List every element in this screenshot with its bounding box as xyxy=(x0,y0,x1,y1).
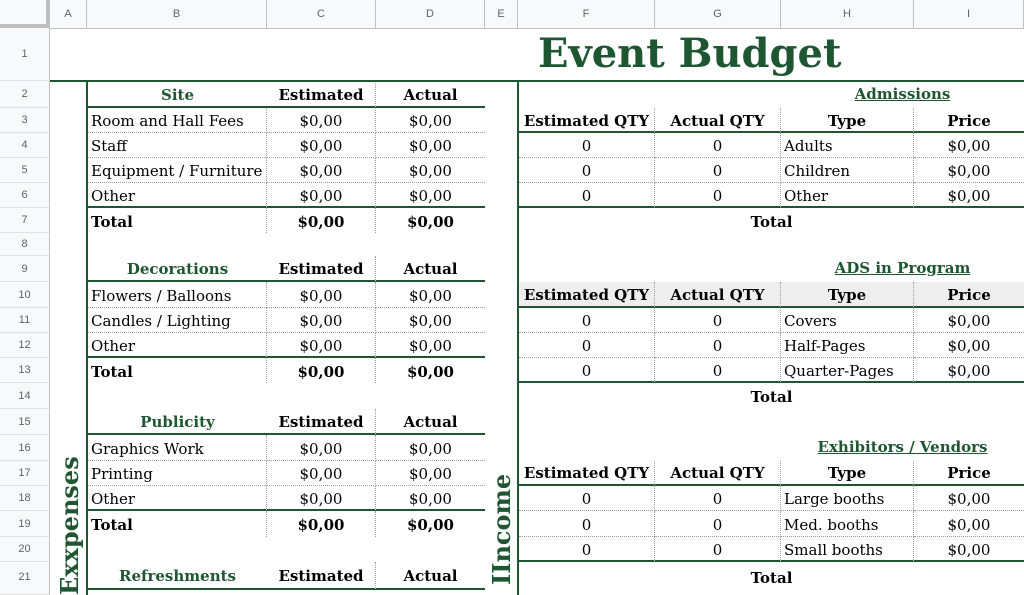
title-divider xyxy=(50,80,1024,82)
site-estimated-header: Estimated xyxy=(267,83,376,108)
exhibitors-estimated-qty-header: Estimated QTY xyxy=(519,461,655,486)
exhibitors-row-price[interactable]: $0,00 xyxy=(914,511,1024,537)
publicity-total-actual[interactable]: $0,00 xyxy=(407,516,454,534)
row-header-13[interactable]: 13 xyxy=(0,358,50,383)
ads-price-header: Price xyxy=(914,282,1024,308)
row-header-18[interactable]: 18 xyxy=(0,486,50,511)
publicity-row-estimated[interactable]: $0,00 xyxy=(267,435,376,461)
decorations-row-estimated[interactable]: $0,00 xyxy=(267,333,376,358)
exhibitors-row-estimated-qty[interactable]: 0 xyxy=(519,486,655,511)
admissions-estimated-qty-header: Estimated QTY xyxy=(519,108,655,133)
select-all-corner[interactable] xyxy=(0,0,50,28)
row-header-9[interactable]: 9 xyxy=(0,256,50,282)
publicity-actual-header: Actual xyxy=(376,409,485,435)
ads-estimated-qty-header: Estimated QTY xyxy=(519,282,655,308)
decorations-total-estimated[interactable]: $0,00 xyxy=(267,358,376,383)
exhibitors-row-actual-qty[interactable]: 0 xyxy=(655,486,781,511)
admissions-row-estimated-qty[interactable]: 0 xyxy=(519,158,655,183)
admissions-row-estimated-qty[interactable]: 0 xyxy=(519,183,655,208)
exhibitors-actual-qty-header: Actual QTY xyxy=(655,461,781,486)
exhibitors-row-type[interactable]: Small booths xyxy=(781,537,914,562)
ads-row-type[interactable]: Half-Pages xyxy=(781,333,914,358)
site-row-label[interactable]: Room and Hall Fees xyxy=(88,108,267,133)
admissions-row-price[interactable]: $0,00 xyxy=(914,183,1024,208)
admissions-row-actual-qty[interactable]: 0 xyxy=(655,133,781,158)
decorations-row-label[interactable]: Candles / Lighting xyxy=(88,308,267,333)
ads-row-price[interactable]: $0,00 xyxy=(914,333,1024,358)
row-header-7[interactable]: 7 xyxy=(0,208,50,233)
site-actual-header: Actual xyxy=(376,83,485,108)
ads-row-actual-qty[interactable]: 0 xyxy=(655,358,781,383)
row-header-11[interactable]: 11 xyxy=(0,308,50,333)
ads-row-price[interactable]: $0,00 xyxy=(914,358,1024,383)
site-total-estimated[interactable]: $0,00 xyxy=(267,208,376,233)
admissions-type-header: Type xyxy=(781,108,914,133)
decorations-row-actual[interactable]: $0,00 xyxy=(376,333,485,358)
admissions-row-price[interactable]: $0,00 xyxy=(914,158,1024,183)
site-header: Site xyxy=(88,83,267,108)
admissions-header: Admissions xyxy=(854,85,951,103)
exhibitors-price-header: Price xyxy=(914,461,1024,486)
exhibitors-row-price[interactable]: $0,00 xyxy=(914,537,1024,562)
ads-row-type[interactable]: Covers xyxy=(781,308,914,333)
site-row-label[interactable]: Staff xyxy=(88,133,267,158)
refreshments-header: Refreshments xyxy=(88,562,267,590)
expenses-vertical-label: Exxpenses xyxy=(55,456,84,595)
refreshments-actual-header: Actual xyxy=(376,562,485,590)
publicity-row-label[interactable]: Graphics Work xyxy=(88,435,267,461)
decorations-actual-header: Actual xyxy=(376,256,485,282)
admissions-total-label: Total xyxy=(750,213,793,231)
column-header-i[interactable]: I xyxy=(914,0,1024,28)
row-header-10[interactable]: 10 xyxy=(0,282,50,308)
decorations-row-estimated[interactable]: $0,00 xyxy=(267,308,376,333)
ads-row-actual-qty[interactable]: 0 xyxy=(655,333,781,358)
site-row-label[interactable]: Other xyxy=(88,183,267,208)
column-header-g[interactable]: G xyxy=(655,0,781,28)
row-header-16[interactable]: 16 xyxy=(0,435,50,461)
admissions-row-actual-qty[interactable]: 0 xyxy=(655,158,781,183)
decorations-total-label: Total xyxy=(88,358,267,383)
site-row-estimated[interactable]: $0,00 xyxy=(267,158,376,183)
row-header-20[interactable]: 20 xyxy=(0,537,50,562)
site-row-estimated[interactable]: $0,00 xyxy=(267,108,376,133)
column-header-e[interactable]: E xyxy=(485,0,518,28)
ads-total-label: Total xyxy=(750,388,793,406)
site-total-label: Total xyxy=(88,208,267,233)
income-vertical-label: IIncome xyxy=(487,473,516,585)
row-header-3[interactable]: 3 xyxy=(0,108,50,133)
publicity-row-actual[interactable]: $0,00 xyxy=(376,435,485,461)
publicity-row-actual[interactable]: $0,00 xyxy=(376,461,485,486)
decorations-row-label[interactable]: Other xyxy=(88,333,267,358)
ads-header: ADS in Program xyxy=(834,259,971,277)
row-header-8[interactable]: 8 xyxy=(0,233,50,256)
site-row-actual[interactable]: $0,00 xyxy=(376,108,485,133)
admissions-row-type[interactable]: Adults xyxy=(781,133,914,158)
publicity-header: Publicity xyxy=(88,409,267,435)
publicity-row-actual[interactable]: $0,00 xyxy=(376,486,485,511)
exhibitors-row-actual-qty[interactable]: 0 xyxy=(655,537,781,562)
ads-row-estimated-qty[interactable]: 0 xyxy=(519,358,655,383)
site-row-label[interactable]: Equipment / Furniture xyxy=(88,158,267,183)
admissions-row-actual-qty[interactable]: 0 xyxy=(655,183,781,208)
decorations-row-estimated[interactable]: $0,00 xyxy=(267,282,376,308)
publicity-estimated-header: Estimated xyxy=(267,409,376,435)
ads-row-price[interactable]: $0,00 xyxy=(914,308,1024,333)
admissions-row-price[interactable]: $0,00 xyxy=(914,133,1024,158)
row-header-15[interactable]: 15 xyxy=(0,409,50,435)
site-row-estimated[interactable]: $0,00 xyxy=(267,183,376,208)
row-header-1[interactable]: 1 xyxy=(0,28,50,81)
exhibitors-total-label: Total xyxy=(750,569,793,587)
column-header-d[interactable]: D xyxy=(376,0,485,28)
admissions-actual-qty-header: Actual QTY xyxy=(655,108,781,133)
column-header-f[interactable]: F xyxy=(518,0,655,28)
exhibitors-row-price[interactable]: $0,00 xyxy=(914,486,1024,511)
decorations-row-actual[interactable]: $0,00 xyxy=(376,282,485,308)
exhibitors-row-estimated-qty[interactable]: 0 xyxy=(519,511,655,537)
admissions-row-type[interactable]: Children xyxy=(781,158,914,183)
decorations-header: Decorations xyxy=(88,256,267,282)
admissions-price-header: Price xyxy=(914,108,1024,133)
decorations-row-actual[interactable]: $0,00 xyxy=(376,308,485,333)
decorations-estimated-header: Estimated xyxy=(267,256,376,282)
column-header-c[interactable]: C xyxy=(267,0,376,28)
site-row-actual[interactable]: $0,00 xyxy=(376,158,485,183)
row-header-14[interactable]: 14 xyxy=(0,383,50,409)
publicity-row-label[interactable]: Printing xyxy=(88,461,267,486)
row-header-5[interactable]: 5 xyxy=(0,158,50,183)
row-header-4[interactable]: 4 xyxy=(0,133,50,158)
admissions-row-type[interactable]: Other xyxy=(781,183,914,208)
row-header-17[interactable]: 17 xyxy=(0,461,50,486)
exhibitors-row-type[interactable]: Med. booths xyxy=(781,511,914,537)
publicity-row-estimated[interactable]: $0,00 xyxy=(267,461,376,486)
column-header-b[interactable]: B xyxy=(87,0,267,28)
ads-row-actual-qty[interactable]: 0 xyxy=(655,308,781,333)
row-header-2[interactable]: 2 xyxy=(0,81,50,108)
sheet-title: Event Budget xyxy=(538,30,842,77)
refreshments-estimated-header: Estimated xyxy=(267,562,376,590)
publicity-total-estimated[interactable]: $0,00 xyxy=(267,511,376,537)
publicity-row-label[interactable]: Other xyxy=(88,486,267,511)
ads-row-estimated-qty[interactable]: 0 xyxy=(519,333,655,358)
publicity-row-estimated[interactable]: $0,00 xyxy=(267,486,376,511)
ads-type-header: Type xyxy=(781,282,914,308)
exhibitors-type-header: Type xyxy=(781,461,914,486)
exhibitors-row-actual-qty[interactable]: 0 xyxy=(655,511,781,537)
admissions-row-estimated-qty[interactable]: 0 xyxy=(519,133,655,158)
exhibitors-header: Exhibitors / Vendors xyxy=(817,438,988,456)
exhibitors-row-type[interactable]: Large booths xyxy=(781,486,914,511)
row-header-21[interactable]: 21 xyxy=(0,562,50,595)
column-header-a[interactable]: A xyxy=(50,0,87,28)
publicity-total-label: Total xyxy=(88,511,267,537)
decorations-row-label[interactable]: Flowers / Balloons xyxy=(88,282,267,308)
exhibitors-row-estimated-qty[interactable]: 0 xyxy=(519,537,655,562)
ads-row-estimated-qty[interactable]: 0 xyxy=(519,308,655,333)
ads-row-type[interactable]: Quarter-Pages xyxy=(781,358,914,383)
column-header-h[interactable]: H xyxy=(781,0,914,28)
decorations-total-actual[interactable]: $0,00 xyxy=(407,363,454,381)
row-header-19[interactable]: 19 xyxy=(0,511,50,537)
site-total-actual[interactable]: $0,00 xyxy=(407,213,454,231)
site-row-actual[interactable]: $0,00 xyxy=(376,133,485,158)
row-header-12[interactable]: 12 xyxy=(0,333,50,358)
row-header-6[interactable]: 6 xyxy=(0,183,50,208)
site-row-estimated[interactable]: $0,00 xyxy=(267,133,376,158)
ads-actual-qty-header: Actual QTY xyxy=(655,282,781,308)
site-row-actual[interactable]: $0,00 xyxy=(376,183,485,208)
